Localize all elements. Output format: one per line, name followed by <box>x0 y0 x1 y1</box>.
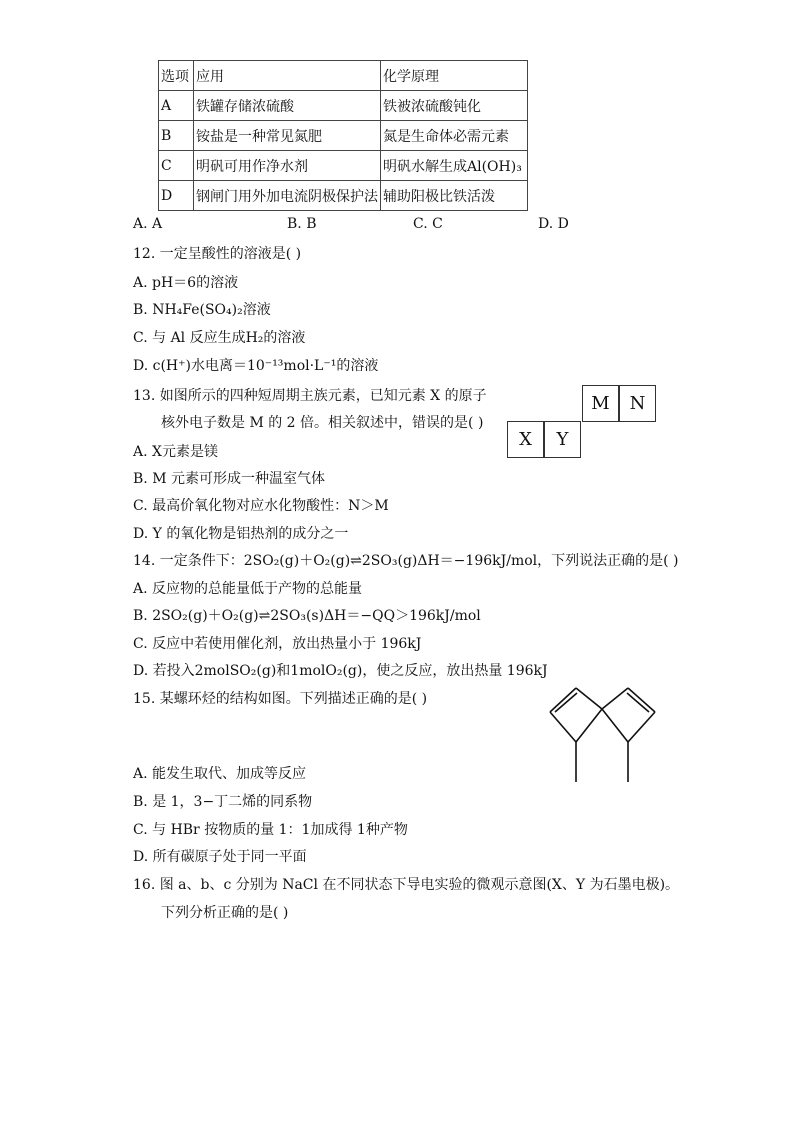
element-cell-y: Y <box>544 421 581 458</box>
q14-option-b: B. 2SO₂(g)＋O₂(g)⇌2SO₃(s)ΔH＝−QQ＞196kJ/mol <box>133 608 481 624</box>
options-table <box>158 60 528 211</box>
table-row <box>159 91 528 121</box>
q15-option-d: D. 所有碳原子处于同一平面 <box>133 849 307 865</box>
q12-option-b: B. NH₄Fe(SO₄)₂溶液 <box>133 302 271 318</box>
table-header-cell: 应用 <box>194 61 381 91</box>
q12-stem: 12. 一定呈酸性的溶液是( ) <box>133 246 302 262</box>
table-cell: A <box>159 91 194 121</box>
table-cell: 明矾水解生成Al(OH)₃ <box>381 151 528 181</box>
q13-option-b: B. M 元素可形成一种温室气体 <box>133 471 325 487</box>
element-cell-m: M <box>582 385 619 422</box>
spiro-hydrocarbon-structure <box>540 682 670 787</box>
table-cell: D <box>159 181 194 211</box>
q12-option-d: D. c(H⁺)水电离＝10⁻¹³mol·L⁻¹的溶液 <box>133 358 379 374</box>
q12-option-c: C. 与 Al 反应生成H₂的溶液 <box>133 330 306 346</box>
table-cell: 辅助阳极比铁活泼 <box>381 181 528 211</box>
table-cell: C <box>159 151 194 181</box>
q13-stem-line1: 13. 如图所示的四种短周期主族元素，已知元素 X 的原子 <box>133 388 487 404</box>
q15-option-c: C. 与 HBr 按物质的量 1：1加成得 1种产物 <box>133 822 408 838</box>
q13-stem-line2: 核外电子数是 M 的 2 倍。相关叙述中，错误的是( ) <box>161 415 484 431</box>
table-row <box>159 151 528 181</box>
table-cell: 铁罐存储浓硫酸 <box>194 91 381 121</box>
q13-option-a: A. X元素是镁 <box>133 444 218 460</box>
q11-option-c: C. C <box>413 216 443 232</box>
table-header-cell: 化学原理 <box>381 61 528 91</box>
q15-option-b: B. 是 1，3−丁二烯的同系物 <box>133 794 313 810</box>
q14-option-d: D. 若投入2molSO₂(g)和1molO₂(g)，使之反应，放出热量 196kJ <box>133 663 548 679</box>
table-header-cell: 选项 <box>159 61 194 91</box>
q14-stem: 14. 一定条件下：2SO₂(g)＋O₂(g)⇌2SO₃(g)ΔH＝−196kJ/mol，下列说法正确的是( ) <box>133 553 679 569</box>
q12-option-a: A. pH＝6的溶液 <box>133 275 239 291</box>
table-row <box>159 121 528 151</box>
table-cell: B <box>159 121 194 151</box>
table-cell: 铁被浓硫酸钝化 <box>381 91 528 121</box>
element-cell-x: X <box>507 421 544 458</box>
q15-option-a: A. 能发生取代、加成等反应 <box>133 766 307 782</box>
table-row <box>159 181 528 211</box>
q11-option-a: A. A <box>133 216 163 232</box>
q11-option-b: B. B <box>287 216 317 232</box>
element-cell-n: N <box>619 385 656 422</box>
q14-option-a: A. 反应物的总能量低于产物的总能量 <box>133 581 363 597</box>
q16-stem-line1: 16. 图 a、b、c 分别为 NaCl 在不同状态下导电实验的微观示意图(X、Y 为石墨电极)。 <box>133 877 680 893</box>
q14-option-c: C. 反应中若使用催化剂，放出热量小于 196kJ <box>133 636 422 652</box>
table-cell: 铵盐是一种常见氮肥 <box>194 121 381 151</box>
table-cell: 氮是生命体必需元素 <box>381 121 528 151</box>
table-cell: 明矾可用作净水剂 <box>194 151 381 181</box>
q15-stem: 15. 某螺环烃的结构如图。下列描述正确的是( ) <box>133 691 428 707</box>
table-cell: 钢闸门用外加电流阴极保护法 <box>194 181 381 211</box>
q16-stem-line2: 下列分析正确的是( ) <box>161 905 289 921</box>
q13-option-c: C. 最高价氧化物对应水化物酸性：N＞M <box>133 498 389 514</box>
q11-option-d: D. D <box>538 216 569 232</box>
table-header-row <box>159 61 528 91</box>
q13-option-d: D. Y 的氧化物是铝热剂的成分之一 <box>133 526 349 542</box>
